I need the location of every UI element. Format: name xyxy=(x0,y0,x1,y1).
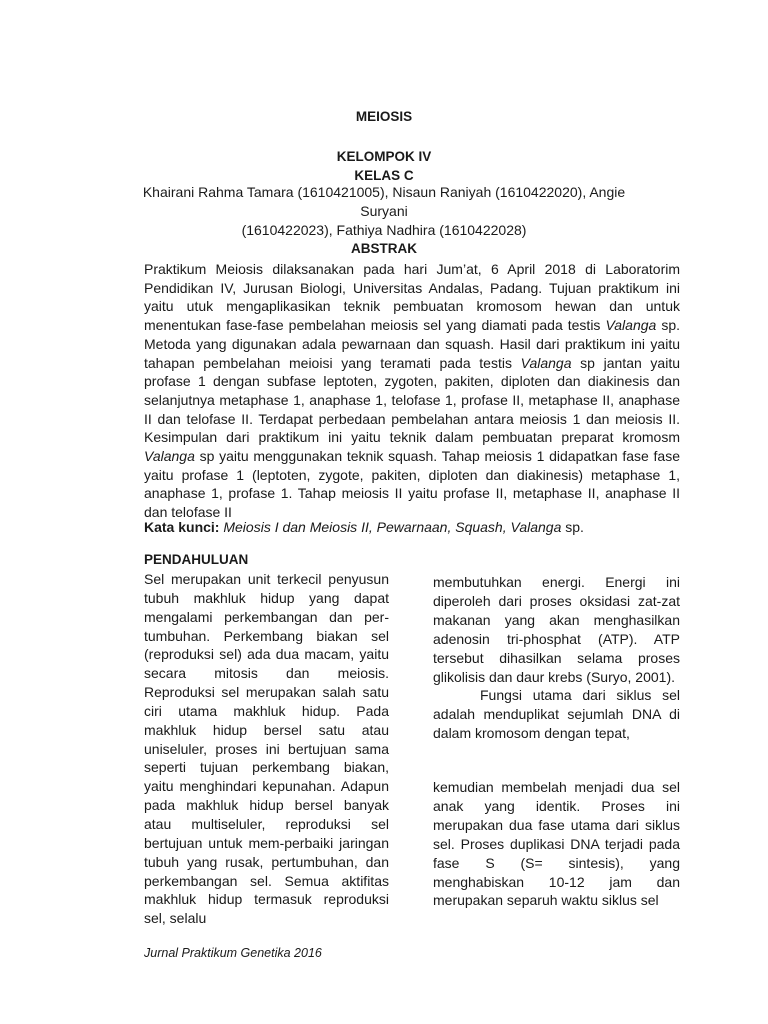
paragraph-energy: membutuhkan energi. Energi ini diperoleh dari proses oksidasi zat-zat makanan yang akan menghasilkan adenosin tri-phosphat (ATP). ATP tersebut dihasilkan selama proses glikolisis dan daur krebs (Suryo, 2001). xyxy=(433,574,680,685)
section-heading-pendahuluan: PENDAHULUAN xyxy=(144,552,249,567)
keywords-terms: Meiosis I dan Meiosis II, Pewarnaan, Squash, Valanga xyxy=(219,519,562,535)
species-name: Valanga xyxy=(144,448,195,465)
keywords-suffix: sp. xyxy=(561,519,584,535)
author-line-2: (1610422023), Fathiya Nadhira (1610422028) xyxy=(241,222,527,238)
keywords xyxy=(144,518,684,537)
journal-footer: Jurnal Praktikum Genetika 2016 xyxy=(144,946,322,960)
body-column-right-top xyxy=(433,573,680,743)
abstract-body xyxy=(144,260,680,522)
keywords-label: Kata kunci: xyxy=(144,519,220,535)
group-info xyxy=(0,148,768,185)
species-name: Valanga xyxy=(605,317,657,334)
abstract-heading: ABSTRAK xyxy=(351,241,417,256)
class-label: KELAS C xyxy=(354,167,414,183)
abstract-text-2: sp. Metoda yang digunakan adala pewarnaan dan squash. Hasil dari praktikum ini yaitu tahapan pembelahan meioisi yang teramati pada testis xyxy=(144,317,680,371)
page-title: MEIOSIS xyxy=(355,109,413,124)
abstract-text-1: Praktikum Meiosis dilaksanakan pada hari Jum’at, 6 April 2018 di Laboratorim Pendidikan IV, Jurusan Biologi, Universitas Andalas, Padang. Tujuan praktikum ini yaitu utuk mengaplikasikan teknik pembuatan kromosom hewan dan untuk menentukan fase-fase pembelahan meiosis sel yang diamati pada testis xyxy=(144,261,680,334)
abstract-text-4: sp yaitu menggunakan teknik squash. Tahap meiosis 1 didapatkan fase fase yaitu profase 1 (leptoten, zygote, pakiten, diploten dan diakinesis) metaphase 1, anaphase 1, profase 1. Tahap meiosis II yaitu profase II, metaphase II, anaphase II dan telofase II xyxy=(144,448,680,521)
species-name: Valanga xyxy=(520,354,572,371)
body-column-left: Sel merupakan unit terkecil penyusun tubuh makhluk hidup yang dapat mengalami perkembangan dan per-tumbuhan. Perkembang biakan sel (reproduksi sel) ada dua macam, yaitu secara mitosis dan meiosis. Reproduksi sel merupakan salah satu ciri utama makhluk hidup. Pada makhluk hidup bersel satu atau uniseluler, proses ini bertujuan sama seperti tujuan perkembang biakan, yaitu menghindari kepunahan. Adapun pada makhluk hidup bersel banyak atau multiseluler, reproduksi sel bertujuan untuk mem-perbaiki jaringan tubuh yang rusak, pertumbuhan, dan perkembangan sel. Semua aktifitas makhluk hidup termasuk reproduksi sel, selalu xyxy=(144,571,389,927)
abstract-text-3: sp jantan yaitu profase 1 dengan subfase leptoten, zygoten, pakiten, diploten dan diakinesis dan selanjutnya metaphase 1, anaphase 1, telofase 1, profase II, metaphase II, anaphase II dan telofase II. Terdapat perbedaan pembelahan antara meiosis 1 dan meiosis II. Kesimpulan dari praktikum ini yaitu teknik dalam pembuatan preparat kromosm xyxy=(144,354,680,446)
author-list xyxy=(140,183,628,240)
group-number: KELOMPOK IV xyxy=(336,149,432,164)
author-line-1: Khairani Rahma Tamara (1610421005), Nisaun Raniyah (1610422020), Angie Suryani xyxy=(142,184,626,219)
body-column-right-bottom: kemudian membelah menjadi dua sel anak yang identik. Proses ini merupakan dua fase utama dari siklus sel. Proses duplikasi DNA terjadi pada fase S (S= sintesis), yang menghabiskan 10-12 jam dan merupakan separuh waktu siklus sel xyxy=(433,779,680,909)
paragraph-cell-cycle: Fungsi utama dari siklus sel adalah menduplikat sejumlah DNA di dalam kromosom dengan tepat, xyxy=(433,687,680,742)
